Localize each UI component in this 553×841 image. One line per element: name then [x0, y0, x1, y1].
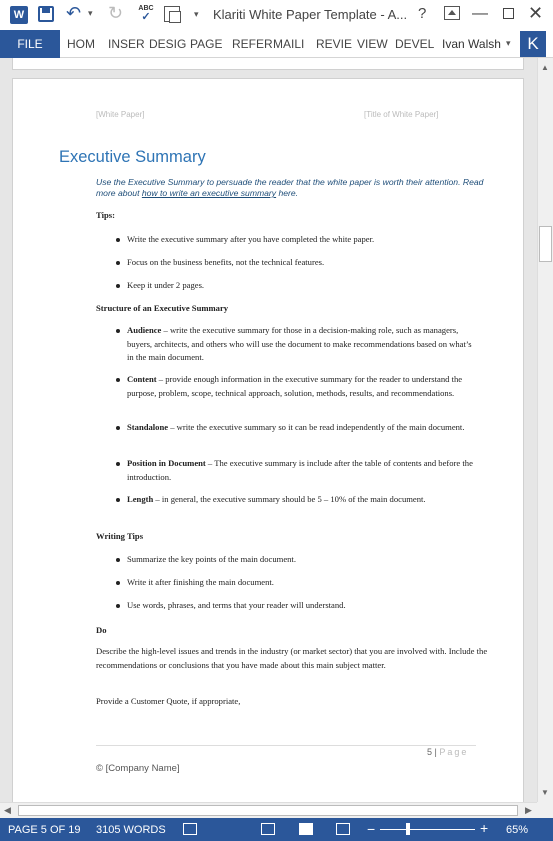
customize-toolbar-icon[interactable]: ▾ [194, 9, 199, 19]
list-item: Write it after finishing the main document. [127, 577, 274, 587]
page-separator: | [432, 747, 440, 757]
horizontal-scroll-thumb[interactable] [18, 805, 518, 816]
tab-developer[interactable]: DEVEL [395, 37, 435, 51]
list-item: Use words, phrases, and terms that your reader will understand. [127, 600, 346, 610]
word-app-icon[interactable]: W [10, 6, 28, 24]
close-button[interactable]: ✕ [528, 3, 544, 23]
intro-pre: Use the Executive Summary to persuade the reader that the white paper is worth their attention. Read more about [96, 177, 484, 198]
list-item: Keep it under 2 pages. [127, 280, 205, 290]
print-layout-icon[interactable] [299, 823, 313, 835]
page-number-value: 5 [427, 747, 433, 757]
quote-paragraph: Provide a Customer Quote, if appropriate, [96, 696, 241, 706]
executive-summary-link[interactable]: how to write an executive summary [141, 188, 277, 198]
section-heading: Executive Summary [59, 148, 206, 166]
term: Audience [127, 325, 162, 335]
term-desc: – write the executive summary so it can be read independently of the main document. [168, 422, 465, 432]
term: Content [127, 374, 157, 384]
vertical-scrollbar[interactable] [537, 58, 553, 802]
title-bar [0, 0, 553, 30]
window-title: Klariti White Paper Template - A... [213, 7, 408, 22]
document-canvas[interactable] [0, 58, 537, 802]
term: Standalone [127, 422, 169, 432]
tab-home[interactable]: HOM [67, 37, 95, 51]
avatar[interactable]: K [520, 31, 546, 57]
maximize-button[interactable] [503, 8, 514, 19]
tab-references[interactable]: REFER [232, 37, 273, 51]
ribbon-tabs [0, 30, 553, 58]
intro-post: here. [276, 188, 299, 198]
check-mark-icon: ✓ [141, 11, 151, 23]
company-name-placeholder: © [Company Name] [96, 763, 180, 774]
list-item [127, 373, 477, 400]
list-item: Focus on the business benefits, not the technical features. [127, 257, 325, 267]
tab-mailings[interactable]: MAILI [273, 37, 305, 51]
list-item: Write the executive summary after you have completed the white paper. [127, 234, 375, 244]
horizontal-scrollbar[interactable] [0, 802, 537, 818]
spelling-check-icon[interactable] [137, 4, 155, 24]
page-count-status[interactable]: PAGE 5 OF 19 [8, 823, 81, 836]
document-page[interactable] [12, 78, 524, 802]
zoom-out-button[interactable]: − [367, 821, 376, 837]
header-right-placeholder: [Title of White Paper] [364, 110, 439, 119]
zoom-slider-thumb[interactable] [406, 823, 410, 835]
header-left-placeholder: [White Paper] [96, 110, 145, 119]
term: Length [127, 494, 154, 504]
vertical-scroll-thumb[interactable] [539, 226, 552, 262]
user-menu-chevron-icon[interactable]: ▾ [506, 38, 511, 48]
proofing-errors-icon[interactable] [183, 823, 197, 835]
term-desc: – write the executive summary for those in a decision-making role, such as managers, buyers, architects, and others who will use the document to make recommendations based on what’s in the main document. [127, 325, 472, 362]
tab-file[interactable]: FILE [0, 30, 60, 58]
page-word: Page [439, 747, 469, 757]
previous-page-edge [12, 58, 524, 70]
redo-icon[interactable]: ↻ [108, 3, 124, 23]
save-icon[interactable] [38, 6, 54, 22]
status-bar [0, 818, 553, 841]
scroll-right-icon[interactable]: ▶ [525, 805, 532, 815]
zoom-level[interactable]: 65% [506, 823, 529, 836]
tab-review[interactable]: REVIE [316, 37, 353, 51]
tips-title: Tips: [96, 210, 115, 220]
tab-insert[interactable]: INSER [108, 37, 145, 51]
term-desc: – provide enough information in the executive summary for the reader to understand the purpose, problem, scope, technical approach, solution, methods, results, and recommendations. [127, 374, 463, 398]
term: Position in Document [127, 458, 206, 468]
scroll-left-icon[interactable]: ◀ [4, 805, 11, 815]
list-item [127, 421, 477, 435]
do-title: Do [96, 625, 107, 635]
undo-dropdown-icon[interactable]: ▾ [88, 8, 93, 18]
page-number [427, 747, 468, 757]
list-item [127, 324, 477, 365]
scrollbar-corner [537, 802, 553, 818]
minimize-button[interactable]: — [472, 5, 488, 22]
term-desc: – in general, the executive summary should be 5 – 10% of the main document. [153, 494, 426, 504]
web-layout-icon[interactable] [336, 823, 350, 835]
list-item [127, 493, 477, 507]
list-item: Summarize the key points of the main document. [127, 554, 296, 564]
read-mode-icon[interactable] [261, 823, 275, 835]
structure-title: Structure of an Executive Summary [96, 303, 229, 313]
user-name[interactable]: Ivan Walsh [442, 37, 501, 51]
spell-label: ABC [138, 5, 154, 12]
scroll-up-icon[interactable]: ▲ [541, 63, 549, 72]
intro-text [96, 177, 486, 199]
tab-page-layout[interactable]: PAGE [190, 37, 223, 51]
tab-view[interactable]: VIEW [357, 37, 388, 51]
tab-design[interactable]: DESIG [149, 37, 187, 51]
footer-divider [96, 745, 476, 746]
zoom-in-button[interactable]: + [480, 820, 489, 836]
help-button[interactable]: ? [418, 5, 427, 22]
do-paragraph: Describe the high-level issues and trends in the industry (or market sector) that you are involved with. Include the recommendations or conclusions that you have made about this main subject matter. [96, 646, 488, 670]
writing-tips-title: Writing Tips [96, 531, 144, 541]
undo-icon[interactable]: ↶ [66, 3, 82, 23]
word-count-status[interactable]: 3105 WORDS [96, 823, 166, 836]
term-desc: – The executive summary is include after the table of contents and before the introduction. [127, 458, 473, 482]
format-painter-icon[interactable] [164, 6, 180, 22]
ribbon-display-options-icon[interactable] [444, 6, 460, 20]
scroll-down-icon[interactable]: ▼ [541, 788, 549, 797]
zoom-slider-track[interactable] [380, 829, 475, 830]
list-item [127, 457, 477, 484]
